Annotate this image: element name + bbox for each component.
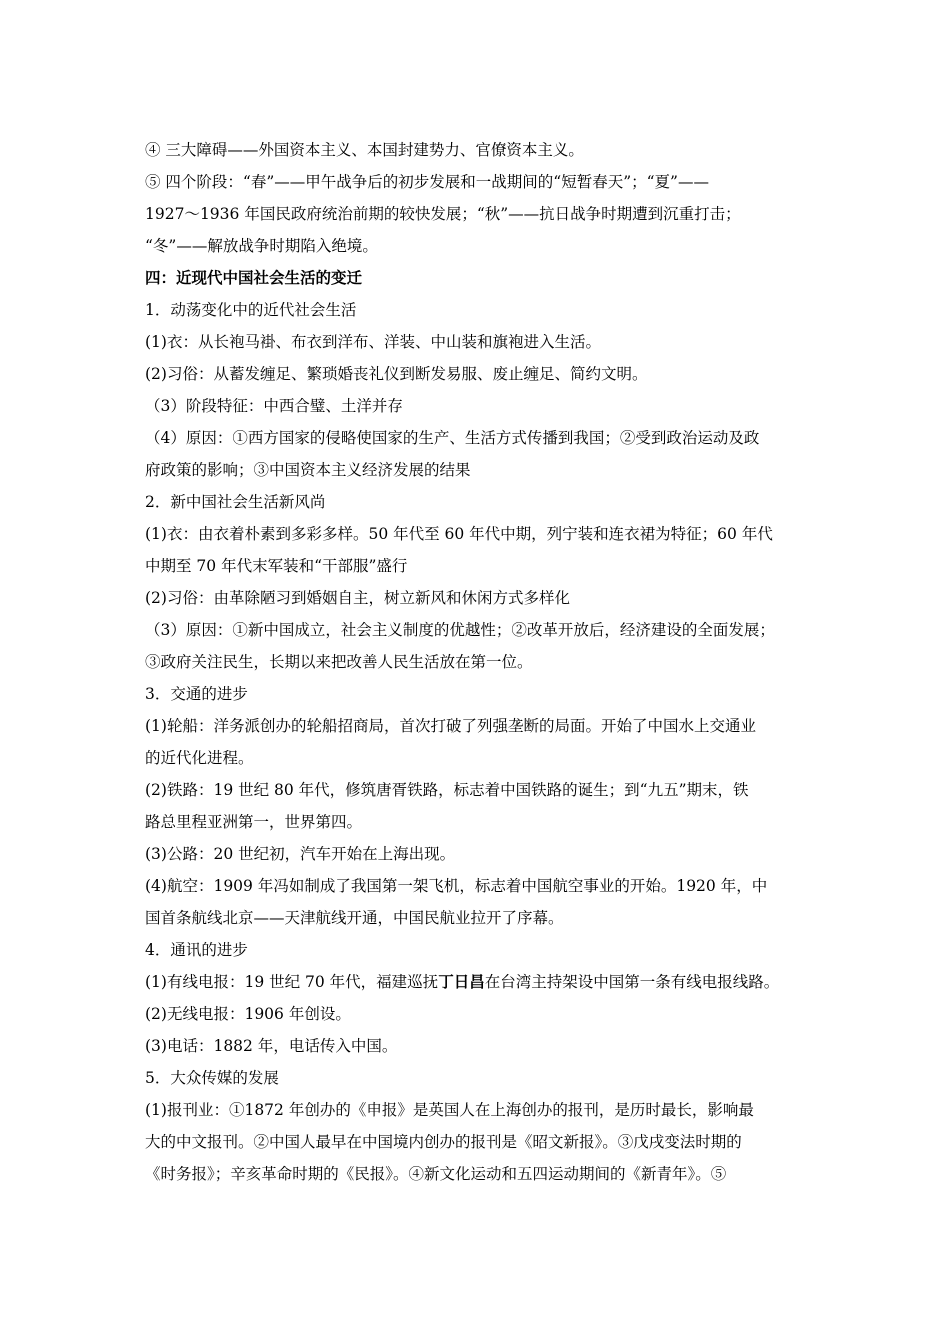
text-line: ③政府关注民生，长期以来把改善人民生活放在第一位。 <box>145 653 533 671</box>
text-line: 大的中文报刊。②中国人最早在中国境内创办的报刊是《昭文新报》。③戊戌变法时期的 <box>145 1133 742 1151</box>
text-line: (3)公路：20 世纪初，汽车开始在上海出现。 <box>145 845 456 863</box>
text-line: (2)习俗：从蓄发缠足、繁琐婚丧礼仪到断发易服、废止缠足、简约文明。 <box>145 365 648 383</box>
text-line: （3）阶段特征：中西合璧、土洋并存 <box>145 397 403 415</box>
text-line: 《时务报》；辛亥革命时期的《民报》。④新文化运动和五四运动期间的《新青年》。⑤ <box>145 1165 727 1183</box>
text-line: (2)铁路：19 世纪 80 年代，修筑唐胥铁路，标志着中国铁路的诞生；到“九五”期末，铁 <box>145 781 749 799</box>
text-line: 路总里程亚洲第一，世界第四。 <box>145 813 363 831</box>
text-line: 1927～1936 年国民政府统治前期的较快发展；“秋”——抗日战争时期遭到沉重打击； <box>145 205 741 223</box>
text-line: 中期至 70 年代末军装和“干部服”盛行 <box>145 557 408 575</box>
telegraph-text-before: (1)有线电报：19 世纪 70 年代，福建巡抚 <box>145 973 439 991</box>
subsection-title: 3．交通的进步 <box>145 685 248 703</box>
telegraph-text-after: 在台湾主持架设中国第一条有线电报线路。 <box>484 973 780 991</box>
text-line: (4)航空：1909 年冯如制成了我国第一架飞机，标志着中国航空事业的开始。1920 年，中 <box>145 877 768 895</box>
text-line: “冬”——解放战争时期陷入绝境。 <box>145 237 378 255</box>
subsection-title: 5．大众传媒的发展 <box>145 1069 279 1087</box>
text-line: (1)轮船：洋务派创办的轮船招商局，首次打破了列强垄断的局面。开始了中国水上交通业 <box>145 717 756 735</box>
text-line: (1)报刊业：①1872 年创办的《申报》是英国人在上海创办的报刊，是历时最长，影响最 <box>145 1101 754 1119</box>
subsection-title: 1．动荡变化中的近代社会生活 <box>145 301 357 319</box>
text-line: （4）原因：①西方国家的侵略使国家的生产、生活方式传播到我国；②受到政治运动及政 <box>145 429 760 447</box>
text-line: (1)衣：从长袍马褂、布衣到洋布、洋装、中山装和旗袍进入生活。 <box>145 333 601 351</box>
subsection-title: 2．新中国社会生活新风尚 <box>145 493 326 511</box>
text-line: ④ 三大障碍——外国资本主义、本国封建势力、官僚资本主义。 <box>145 141 584 159</box>
text-line: (2)习俗：由革除陋习到婚姻自主，树立新风和休闲方式多样化 <box>145 589 570 607</box>
text-line: (2)无线电报：1906 年创设。 <box>145 1005 351 1023</box>
text-line-telegraph <box>145 966 815 998</box>
subsection-title: 4．通讯的进步 <box>145 941 248 959</box>
text-line: 府政策的影响；③中国资本主义经济发展的结果 <box>145 461 471 479</box>
text-line: 国首条航线北京——天津航线开通，中国民航业拉开了序幕。 <box>145 909 564 927</box>
text-line: 的近代化进程。 <box>145 749 254 767</box>
text-line: ⑤ 四个阶段：“春”——甲午战争后的初步发展和一战期间的“短暂春天”；“夏”—— <box>145 173 709 191</box>
text-line: (3)电话：1882 年，电话传入中国。 <box>145 1037 398 1055</box>
document-body <box>145 134 815 1190</box>
section-heading: 四：近现代中国社会生活的变迁 <box>145 268 363 287</box>
text-line: （3）原因：①新中国成立，社会主义制度的优越性；②改革开放后，经济建设的全面发展； <box>145 621 775 639</box>
text-line: (1)衣：由衣着朴素到多彩多样。50 年代至 60 年代中期，列宁装和连衣裙为特征；60 年代 <box>145 525 773 543</box>
telegraph-person-name: 丁日昌 <box>438 973 485 991</box>
